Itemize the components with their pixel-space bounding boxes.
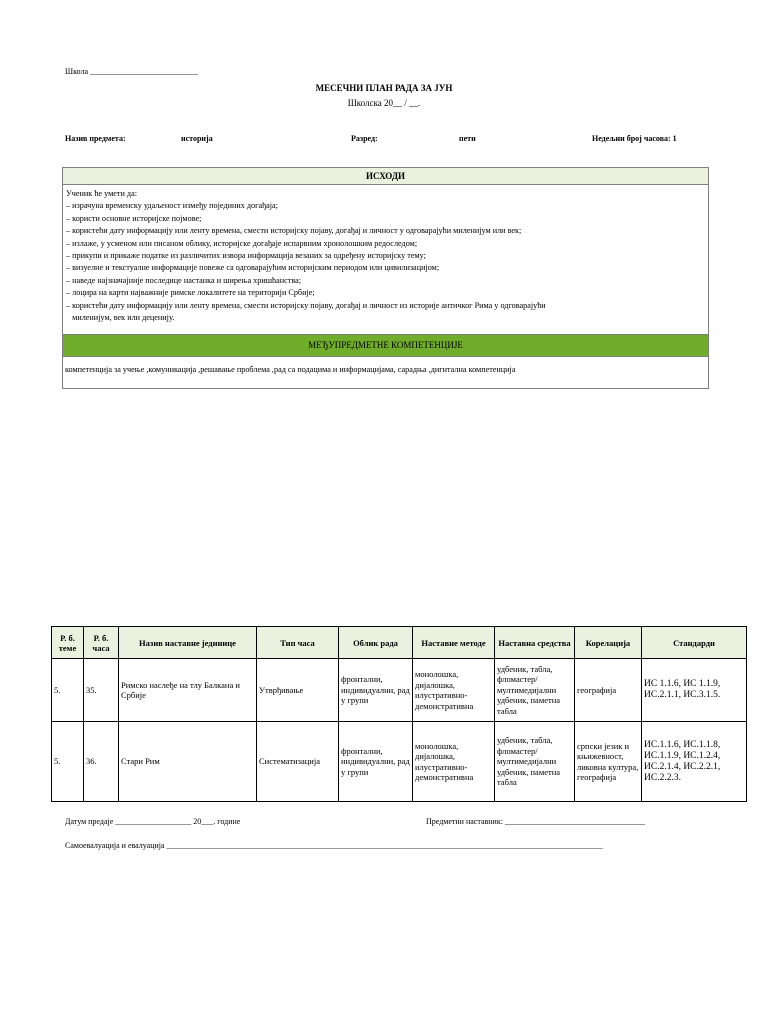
outcome-line: – прикупи и прикаже податке из различитих извора информација везаних за одређену историјску тему; [66,251,426,261]
outcomes-list [66,188,704,324]
outcome-line: – излаже, у усменом или писаном облику, историјске догађаје испарвним хронолошким редоследом; [66,238,418,248]
grade-value: пети [459,134,476,143]
submission-date: Датум предаје ___________________ 20___. године [65,817,241,826]
table-cell: фронтални, индивидуални, рад у групи [339,659,413,722]
school-field: Школа ___________________________ [65,67,198,76]
table-cell: Утврђивање [257,659,339,722]
column-header: Облик рада [339,627,413,659]
table-cell: географија [575,659,642,722]
outcome-line: миленијум, век или деценију. [66,313,175,323]
table-cell: српски језик и књижевност, ликовна култура, географија [575,722,642,802]
outcome-line: – користећи дату информацију или ленту времена, смести историјску појаву, догађај и личност из историје античког Рима у одговарајући [66,300,546,310]
table-cell: 5. [52,659,84,722]
table-cell: 36. [84,722,119,802]
outcome-line: – користећи дату информацију или ленту времена, смести историјску појаву, догађај и личност у одговарајући миленијум или век; [66,226,522,236]
outcomes-box [62,167,709,389]
competencies-header: МЕЂУПРЕДМЕТНЕ КОМПЕТЕНЦИЈЕ [63,334,708,357]
subject-value: историја [181,134,213,143]
table-cell: монолошка, дијалошка, илустративно-демонстративна [413,659,495,722]
table-cell: ИС.1.1.6, ИС.1.1.8, ИС.1.1.9, ИС.1.2.4, ИС.2.1.4, ИС.2.2.1, ИС.2.2.3. [642,722,747,802]
competencies-text: компетенција за учење ,комуникација ,решавање проблема ,рад са подацима и информацијама, сарадња ,дигитална компетенција [65,365,516,374]
outcome-line: – користи основне историјске појмове; [66,213,202,223]
subject-teacher: Предметни наставник: ___________________________________ [426,817,645,826]
table-cell: Систематизација [257,722,339,802]
outcome-line: – наведе најзначајније последице настанка и ширења хришћанства; [66,275,302,285]
table-cell: монолошка, дијалошка, илустративно-демонстративна [413,722,495,802]
column-header: Тип часа [257,627,339,659]
page-title: МЕСЕЧНИ ПЛАН РАДА ЗА ЈУН [315,83,453,93]
table-cell: Римско наслеђе на тлу Балкана и Србије [119,659,257,722]
table-cell: удбеник, табла, фломастер/ мултимедијални удбеник, паметна табла [495,722,575,802]
table-row [52,722,747,802]
self-evaluation: Самоевалуација и евалуација _____________________________________________________________________________________________________________ [65,841,603,850]
column-header: Корелација [575,627,642,659]
table-cell: ИС 1.1.6, ИС 1.1.9, ИС.2.1.1, ИС.3.1.5. [642,659,747,722]
lesson-table [51,626,747,802]
table-row [52,659,747,722]
outcome-line: – визуелне и текстуалне информације повеже са одговарајућим историјским периодом или цивилизацијом; [66,263,440,273]
outcomes-header: ИСХОДИ [63,168,708,185]
column-header: Наставна средства [495,627,575,659]
table-cell: удбеник, табла, фломастер/ мултимедијални удбеник, паметна табла [495,659,575,722]
column-header: Р. б. часа [84,627,119,659]
school-year: Школска 20__ / __. [347,98,421,108]
column-header: Р. б. теме [52,627,84,659]
table-cell: 35. [84,659,119,722]
subject-label: Назив предмета: [65,134,126,143]
weekly-hours: Недељни број часова: 1 [592,134,677,143]
outcome-line: Ученик ће умети да: [66,189,137,198]
table-header-row [52,627,747,659]
column-header: Стандарди [642,627,747,659]
column-header: Назив наставне јединице [119,627,257,659]
outcome-line: – лоцира на карти најважније римске локалитете на територији Србије; [66,288,315,298]
outcome-line: – израчуна временску удаљеност између појединих догађаја; [66,201,278,211]
table-cell: фронтални, индивидуални, рад у групи [339,722,413,802]
table-cell: 5. [52,722,84,802]
grade-label: Разред: [351,134,378,143]
table-cell: Стари Рим [119,722,257,802]
column-header: Наставне методе [413,627,495,659]
